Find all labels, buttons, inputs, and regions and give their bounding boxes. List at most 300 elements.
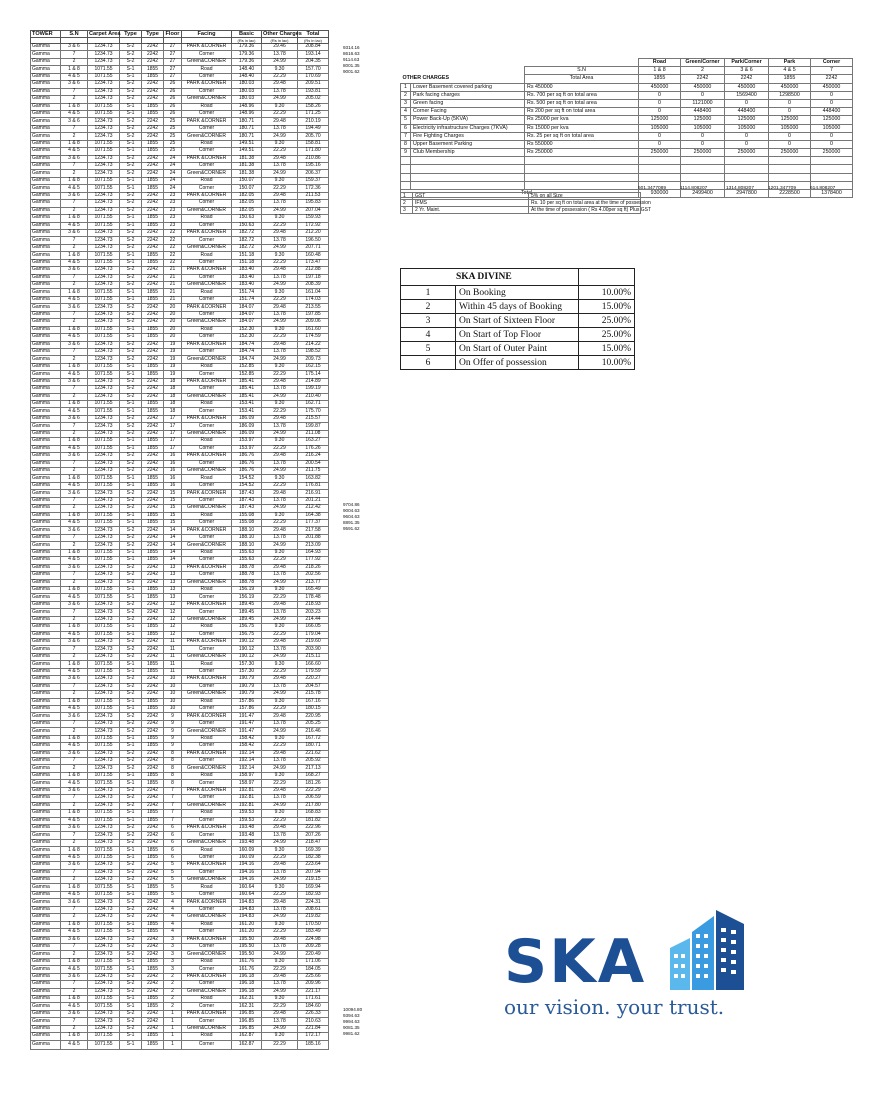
table-row — [31, 81, 329, 88]
sn-cell: 1 & 8 — [61, 810, 88, 817]
area-cell: 2242 — [142, 267, 164, 274]
basic-cell: 188.78 — [232, 572, 262, 579]
oc-row-value — [639, 165, 681, 173]
carpet-area-cell: 1071.55 — [88, 668, 120, 675]
type-cell: S-2 — [120, 899, 142, 906]
logo-wordmark: SKA — [504, 927, 647, 997]
type-cell: S-1 — [120, 363, 142, 370]
type-cell: S-2 — [120, 802, 142, 809]
floor-cell: 7 — [164, 787, 182, 794]
facing-cell: Corner — [182, 817, 232, 824]
oc-subtotal: 1314.808207 — [726, 186, 755, 191]
oc-row-num: 7 — [401, 132, 411, 140]
oc-row-desc: Upper Basement Parking — [411, 140, 525, 148]
sn-cell: 7 — [61, 795, 88, 802]
gst-table — [400, 192, 652, 214]
oc-row-value: 0 — [769, 99, 811, 107]
total-cell: 196.50 — [298, 237, 329, 244]
other-charges-cell: 24.99 — [262, 765, 298, 772]
type-cell: S-1 — [120, 624, 142, 631]
area-cell: 2242 — [142, 237, 164, 244]
carpet-area-cell: 1234.73 — [88, 229, 120, 236]
floor-cell: 22 — [164, 237, 182, 244]
facing-cell: Corner — [182, 646, 232, 653]
basic-cell: 160.64 — [232, 884, 262, 891]
other-charges-cell: 22.29 — [262, 334, 298, 341]
floor-cell: 18 — [164, 401, 182, 408]
carpet-area-cell: 1071.55 — [88, 557, 120, 564]
area-cell: 2242 — [142, 505, 164, 512]
area-cell: 2242 — [142, 973, 164, 980]
oc-row-value: 0 — [811, 99, 853, 107]
sn-cell: 7 — [61, 646, 88, 653]
area-cell: 2242 — [142, 423, 164, 430]
total-cell: 213.77 — [298, 579, 329, 586]
facing-cell: Corner — [182, 445, 232, 452]
other-charges-cell: 9.30 — [262, 66, 298, 73]
type-cell: S-1 — [120, 668, 142, 675]
gst-label: IFMS — [413, 200, 529, 207]
facing-cell: Corner — [182, 51, 232, 58]
tower-cell: Gamma — [31, 743, 61, 750]
other-charges-cell: 29.48 — [262, 824, 298, 831]
side-values-bottom — [343, 1007, 362, 1037]
table-row — [31, 58, 329, 65]
oc-row-value: 125000 — [811, 116, 853, 124]
sn-cell: 2 — [61, 319, 88, 326]
other-charges-cell: 9.30 — [262, 326, 298, 333]
oc-row-value: 0 — [681, 91, 725, 99]
tower-cell: Gamma — [31, 854, 61, 861]
floor-cell: 27 — [164, 51, 182, 58]
oc-header-row — [401, 59, 853, 67]
total-cell: 221.62 — [298, 750, 329, 757]
facing-cell: Corner — [182, 110, 232, 117]
table-row — [31, 943, 329, 950]
tower-cell: Gamma — [31, 58, 61, 65]
tower-cell: Gamma — [31, 534, 61, 541]
area-cell: 2242 — [142, 877, 164, 884]
tower-cell: Gamma — [31, 1003, 61, 1010]
area-cell: 1855 — [142, 103, 164, 110]
oc-area-label: Total Area — [525, 75, 639, 83]
facing-cell: PARK &CORNER — [182, 490, 232, 497]
type-cell: S-1 — [120, 891, 142, 898]
side-value: 9981.62 — [343, 1031, 360, 1036]
floor-cell: 14 — [164, 549, 182, 556]
tower-cell: Gamma — [31, 475, 61, 482]
oc-row-num: 8 — [401, 140, 411, 148]
side-value: 8891.35 — [343, 520, 360, 525]
other-charges-cell: 22.29 — [262, 1040, 298, 1049]
total-cell: 174.03 — [298, 296, 329, 303]
basic-cell: 192.14 — [232, 750, 262, 757]
facing-cell: PARK &CORNER — [182, 899, 232, 906]
floor-cell: 23 — [164, 200, 182, 207]
floor-cell: 20 — [164, 319, 182, 326]
basic-cell: 190.12 — [232, 653, 262, 660]
total-cell: 171.61 — [298, 996, 329, 1003]
gst-row — [401, 200, 641, 207]
payment-stage-name: On Offer of possession — [456, 356, 579, 370]
carpet-area-cell: 1234.73 — [88, 899, 120, 906]
facing-cell: Corner — [182, 520, 232, 527]
carpet-area-cell: 1071.55 — [88, 512, 120, 519]
floor-cell: 17 — [164, 438, 182, 445]
total-cell: 220.49 — [298, 951, 329, 958]
area-cell: 1855 — [142, 884, 164, 891]
basic-cell: 193.48 — [232, 832, 262, 839]
area-cell: 2242 — [142, 88, 164, 95]
side-value: 9114.63 — [343, 57, 360, 62]
tower-cell: Gamma — [31, 735, 61, 742]
oc-row-value: 0 — [639, 91, 681, 99]
oc-row-desc: Corner Facing — [411, 108, 525, 116]
type-cell: S-1 — [120, 921, 142, 928]
type-cell: S-2 — [120, 348, 142, 355]
floor-cell: 18 — [164, 393, 182, 400]
facing-cell: Green&CORNER — [182, 802, 232, 809]
sn-cell: 4 & 5 — [61, 631, 88, 638]
floor-cell: 3 — [164, 943, 182, 950]
other-charges-cell: 13.78 — [262, 683, 298, 690]
carpet-area-cell: 1234.73 — [88, 378, 120, 385]
facing-cell: Green&CORNER — [182, 430, 232, 437]
basic-cell: 196.18 — [232, 981, 262, 988]
area-cell: 2242 — [142, 311, 164, 318]
total-cell: 220.95 — [298, 713, 329, 720]
col-header: Type — [120, 31, 142, 38]
other-charges-cell: 24.99 — [262, 839, 298, 846]
floor-cell: 12 — [164, 631, 182, 638]
sn-cell: 2 — [61, 430, 88, 437]
area-cell: 2242 — [142, 728, 164, 735]
carpet-area-cell: 1234.73 — [88, 505, 120, 512]
carpet-area-cell: 1234.73 — [88, 616, 120, 623]
tower-cell: Gamma — [31, 549, 61, 556]
sn-cell: 7 — [61, 348, 88, 355]
total-cell: 180.71 — [298, 743, 329, 750]
payment-stage-percent: 25.00% — [579, 314, 635, 328]
sn-cell: 1 & 8 — [61, 66, 88, 73]
tower-cell: Gamma — [31, 155, 61, 162]
other-charges-cell: 22.29 — [262, 743, 298, 750]
floor-cell: 23 — [164, 207, 182, 214]
other-charges-cell: 24.99 — [262, 393, 298, 400]
carpet-area-cell: 1071.55 — [88, 810, 120, 817]
carpet-area-cell: 1234.73 — [88, 720, 120, 727]
basic-cell: 150.63 — [232, 222, 262, 229]
floor-cell: 6 — [164, 824, 182, 831]
oc-row — [401, 83, 853, 91]
type-cell: S-2 — [120, 505, 142, 512]
oc-row-value: 0 — [639, 132, 681, 140]
basic-cell: 148.96 — [232, 103, 262, 110]
other-charges-cell: 13.78 — [262, 609, 298, 616]
facing-cell: PARK &CORNER — [182, 527, 232, 534]
other-charges-cell: 13.78 — [262, 795, 298, 802]
floor-cell: 9 — [164, 728, 182, 735]
sn-cell: 3 & 6 — [61, 936, 88, 943]
payment-stage-num: 4 — [401, 328, 456, 342]
facing-cell: Corner — [182, 683, 232, 690]
oc-row — [401, 165, 853, 173]
area-cell: 1855 — [142, 557, 164, 564]
floor-cell: 9 — [164, 735, 182, 742]
area-cell: 2242 — [142, 824, 164, 831]
area-cell: 1855 — [142, 847, 164, 854]
tower-cell: Gamma — [31, 958, 61, 965]
sn-cell: 1 & 8 — [61, 661, 88, 668]
total-cell: 179.04 — [298, 631, 329, 638]
carpet-area-cell: 1071.55 — [88, 624, 120, 631]
facing-cell: Corner — [182, 943, 232, 950]
oc-row-value — [769, 157, 811, 165]
oc-row-value: 105000 — [639, 124, 681, 132]
area-cell: 1855 — [142, 371, 164, 378]
carpet-area-cell: 1234.73 — [88, 1025, 120, 1032]
carpet-area-cell: 1071.55 — [88, 1003, 120, 1010]
type-cell: S-2 — [120, 639, 142, 646]
oc-row-rate: Rs 200 per sq ft on total area — [525, 108, 639, 116]
floor-cell: 11 — [164, 639, 182, 646]
tower-cell: Gamma — [31, 73, 61, 80]
type-cell: S-1 — [120, 177, 142, 184]
area-cell: 2242 — [142, 497, 164, 504]
total-cell: 212.20 — [298, 229, 329, 236]
building-icon — [662, 910, 752, 990]
carpet-area-cell: 1234.73 — [88, 646, 120, 653]
sn-cell: 3 & 6 — [61, 564, 88, 571]
floor-cell: 3 — [164, 966, 182, 973]
total-cell: 223.64 — [298, 862, 329, 869]
type-cell: S-2 — [120, 527, 142, 534]
sn-cell: 4 & 5 — [61, 743, 88, 750]
basic-cell: 196.85 — [232, 1018, 262, 1025]
sn-cell: 4 & 5 — [61, 1040, 88, 1049]
table-row — [31, 296, 329, 303]
facing-cell: Green&CORNER — [182, 728, 232, 735]
tower-cell: Gamma — [31, 772, 61, 779]
side-value: 9591.62 — [343, 526, 360, 531]
facing-cell: Corner — [182, 906, 232, 913]
facing-cell: PARK &CORNER — [182, 824, 232, 831]
table-row — [31, 244, 329, 251]
oc-subtotal: 1114.808207 — [680, 186, 708, 191]
tower-cell: Gamma — [31, 824, 61, 831]
tower-cell: Gamma — [31, 177, 61, 184]
other-charges-cell: 22.29 — [262, 482, 298, 489]
tower-cell: Gamma — [31, 207, 61, 214]
basic-cell: 158.42 — [232, 743, 262, 750]
carpet-area-cell: 1234.73 — [88, 691, 120, 698]
total-cell: 193.81 — [298, 88, 329, 95]
area-cell: 1855 — [142, 110, 164, 117]
type-cell: S-2 — [120, 1025, 142, 1032]
table-row — [31, 401, 329, 408]
oc-row-desc: Electricity infrastructure Charges (7KVA) — [411, 124, 525, 132]
total-cell: 179.59 — [298, 668, 329, 675]
oc-row-value — [681, 173, 725, 181]
area-cell: 2242 — [142, 1025, 164, 1032]
oc-total-value: 2947800 — [725, 190, 769, 198]
sn-cell: 4 & 5 — [61, 705, 88, 712]
floor-cell: 2 — [164, 996, 182, 1003]
facing-cell: Green&CORNER — [182, 691, 232, 698]
facing-cell: PARK &CORNER — [182, 44, 232, 51]
carpet-area-cell: 1234.73 — [88, 319, 120, 326]
sn-cell: 1 & 8 — [61, 438, 88, 445]
other-charges-cell: 29.48 — [262, 899, 298, 906]
type-cell: S-2 — [120, 646, 142, 653]
sn-cell: 4 & 5 — [61, 1003, 88, 1010]
floor-cell: 6 — [164, 832, 182, 839]
table-row — [31, 438, 329, 445]
facing-cell: Green&CORNER — [182, 467, 232, 474]
table-row — [31, 772, 329, 779]
basic-cell: 180.71 — [232, 118, 262, 125]
type-cell: S-1 — [120, 780, 142, 787]
payment-plan-title: SKA DIVINE — [401, 269, 579, 286]
oc-row — [401, 140, 853, 148]
tower-cell: Gamma — [31, 981, 61, 988]
area-cell: 2242 — [142, 44, 164, 51]
sn-cell: 4 & 5 — [61, 185, 88, 192]
other-charges-cell: 22.29 — [262, 594, 298, 601]
total-cell: 210.19 — [298, 118, 329, 125]
other-charges-cell: 29.46 — [262, 44, 298, 51]
type-cell: S-1 — [120, 148, 142, 155]
area-cell: 2242 — [142, 646, 164, 653]
tower-cell: Gamma — [31, 564, 61, 571]
basic-cell: 193.48 — [232, 839, 262, 846]
floor-cell: 8 — [164, 780, 182, 787]
table-row — [31, 758, 329, 765]
facing-cell: Green&CORNER — [182, 877, 232, 884]
type-cell: S-2 — [120, 832, 142, 839]
oc-row-desc — [411, 173, 525, 181]
other-charges-cell: 13.78 — [262, 534, 298, 541]
oc-row-rate: Rs 450000 — [525, 83, 639, 91]
other-charges-cell: 29.48 — [262, 639, 298, 646]
total-cell: 167.16 — [298, 698, 329, 705]
area-cell: 2242 — [142, 170, 164, 177]
floor-cell: 1 — [164, 1025, 182, 1032]
basic-cell: 185.41 — [232, 386, 262, 393]
carpet-area-cell: 1234.73 — [88, 906, 120, 913]
tower-cell: Gamma — [31, 140, 61, 147]
other-charges-cell: 13.78 — [262, 163, 298, 170]
basic-cell: 156.75 — [232, 624, 262, 631]
area-cell: 1855 — [142, 520, 164, 527]
area-cell: 1855 — [142, 854, 164, 861]
table-row — [31, 824, 329, 831]
total-cell: 217.13 — [298, 765, 329, 772]
sn-cell: 2 — [61, 728, 88, 735]
total-cell: 224.31 — [298, 899, 329, 906]
payment-stage-name: On Booking — [456, 286, 579, 300]
carpet-area-cell: 1234.73 — [88, 467, 120, 474]
type-cell: S-1 — [120, 1003, 142, 1010]
oc-title: OTHER CHARGES — [402, 75, 449, 82]
sn-cell: 7 — [61, 572, 88, 579]
other-charges-cell: 9.30 — [262, 103, 298, 110]
facing-cell: Road — [182, 475, 232, 482]
other-charges-cell: 22.29 — [262, 929, 298, 936]
facing-cell: PARK &CORNER — [182, 750, 232, 757]
tower-cell: Gamma — [31, 966, 61, 973]
carpet-area-cell: 1234.73 — [88, 832, 120, 839]
floor-cell: 13 — [164, 594, 182, 601]
area-cell: 1855 — [142, 438, 164, 445]
side-value: 9004.63 — [343, 508, 360, 513]
table-row — [31, 415, 329, 422]
tower-cell: Gamma — [31, 237, 61, 244]
facing-cell: PARK &CORNER — [182, 304, 232, 311]
type-cell: S-2 — [120, 906, 142, 913]
other-charges-cell: 29.48 — [262, 676, 298, 683]
total-cell: 195.16 — [298, 163, 329, 170]
basic-cell: 181.38 — [232, 155, 262, 162]
sn-cell: 2 — [61, 505, 88, 512]
type-cell: S-1 — [120, 445, 142, 452]
oc-row-value: 125000 — [769, 116, 811, 124]
oc-row-rate — [525, 157, 639, 165]
oc-row-value: 0 — [811, 91, 853, 99]
floor-cell: 27 — [164, 58, 182, 65]
total-cell: 164.93 — [298, 549, 329, 556]
area-cell: 1855 — [142, 996, 164, 1003]
carpet-area-cell: 1234.73 — [88, 564, 120, 571]
floor-cell: 16 — [164, 467, 182, 474]
total-cell: 163.27 — [298, 438, 329, 445]
facing-cell: Road — [182, 921, 232, 928]
type-cell: S-1 — [120, 110, 142, 117]
facing-cell: PARK &CORNER — [182, 676, 232, 683]
sn-cell: 3 & 6 — [61, 341, 88, 348]
facing-cell: PARK &CORNER — [182, 267, 232, 274]
sn-cell: 1 & 8 — [61, 289, 88, 296]
other-charges-cell: 9.30 — [262, 698, 298, 705]
floor-cell: 6 — [164, 854, 182, 861]
carpet-area-cell: 1234.73 — [88, 44, 120, 51]
area-cell: 1855 — [142, 215, 164, 222]
area-cell: 2242 — [142, 758, 164, 765]
payment-stage-name: On Start of Sixteen Floor — [456, 314, 579, 328]
carpet-area-cell: 1071.55 — [88, 996, 120, 1003]
tower-cell: Gamma — [31, 758, 61, 765]
tower-cell: Gamma — [31, 222, 61, 229]
tower-cell: Gamma — [31, 96, 61, 103]
payment-plan-row — [401, 314, 635, 328]
carpet-area-cell: 1234.73 — [88, 304, 120, 311]
floor-cell: 6 — [164, 839, 182, 846]
oc-row-value — [725, 165, 769, 173]
other-charges-cell: 9.30 — [262, 1033, 298, 1040]
oc-col-name: Park — [769, 59, 811, 67]
type-cell: S-2 — [120, 877, 142, 884]
sn-cell: 2 — [61, 616, 88, 623]
type-cell: S-1 — [120, 334, 142, 341]
sn-cell: 2 — [61, 839, 88, 846]
tower-cell: Gamma — [31, 289, 61, 296]
area-cell: 1855 — [142, 586, 164, 593]
type-cell: S-2 — [120, 758, 142, 765]
tower-cell: Gamma — [31, 1025, 61, 1032]
tower-cell: Gamma — [31, 66, 61, 73]
total-cell: 163.82 — [298, 475, 329, 482]
oc-col-name: Road — [639, 59, 681, 67]
